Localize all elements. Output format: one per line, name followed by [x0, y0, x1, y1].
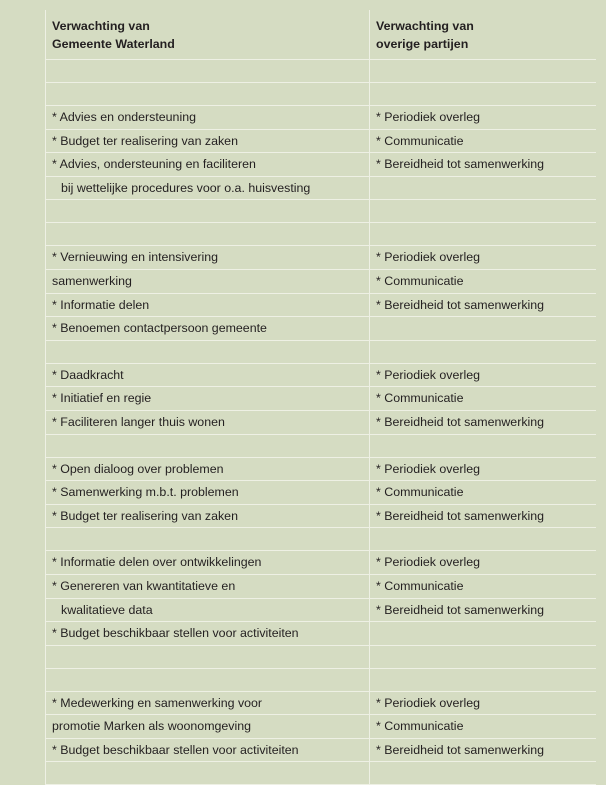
spacer-row	[46, 528, 596, 551]
cell-partijen	[370, 435, 596, 457]
cell-partijen: * Communicatie	[376, 273, 464, 288]
cell-gemeente: kwalitatieve data	[46, 599, 370, 622]
cell-partijen: * Periodiek overleg	[376, 367, 481, 382]
cell-gemeente	[46, 669, 370, 691]
header-partijen-line2: overige partijen	[376, 36, 469, 51]
table-row	[46, 458, 596, 482]
expectations-table	[45, 10, 596, 785]
table-row	[46, 387, 596, 411]
spacer-row	[46, 83, 596, 106]
cell-partijen: * Communicatie	[376, 391, 464, 406]
cell-partijen: * Communicatie	[376, 133, 464, 148]
cell-gemeente: * Advies en ondersteuning	[46, 106, 370, 129]
cell-gemeente	[46, 646, 370, 668]
cell-gemeente: * Medewerking en samenwerking voor	[46, 692, 370, 715]
cell-partijen: * Periodiek overleg	[376, 250, 481, 265]
cell-gemeente: * Open dialoog over problemen	[46, 458, 370, 481]
cell-partijen	[370, 762, 596, 784]
cell-gemeente	[46, 200, 370, 222]
cell-partijen: * Periodiek overleg	[376, 695, 481, 710]
cell-partijen: * Bereidheid tot samenwerking	[376, 414, 545, 429]
cell-partijen	[370, 646, 596, 668]
cell-gemeente: * Budget ter realisering van zaken	[46, 130, 370, 153]
table-header	[46, 10, 596, 60]
cell-partijen: * Communicatie	[376, 578, 464, 593]
spacer-row	[46, 669, 596, 692]
cell-gemeente: * Daadkracht	[46, 364, 370, 387]
cell-gemeente	[46, 60, 370, 82]
cell-partijen: * Communicatie	[376, 485, 464, 500]
cell-gemeente: samenwerking	[46, 270, 370, 293]
spacer-row	[46, 435, 596, 458]
table-row	[46, 317, 596, 341]
table-row	[46, 692, 596, 716]
table-row	[46, 411, 596, 435]
cell-gemeente: * Budget ter realisering van zaken	[46, 505, 370, 528]
cell-gemeente: * Vernieuwing en intensivering	[46, 246, 370, 269]
table-row	[46, 106, 596, 130]
header-partijen	[370, 10, 596, 59]
table-body	[46, 60, 596, 785]
cell-partijen: * Communicatie	[376, 719, 464, 734]
cell-gemeente: * Advies, ondersteuning en faciliteren	[46, 153, 370, 176]
cell-gemeente: * Budget beschikbaar stellen voor activiteiten	[46, 739, 370, 762]
cell-gemeente	[46, 762, 370, 784]
cell-gemeente: * Informatie delen	[46, 294, 370, 317]
table-row	[46, 715, 596, 739]
spacer-row	[46, 341, 596, 364]
cell-gemeente: * Faciliteren langer thuis wonen	[46, 411, 370, 434]
spacer-row	[46, 200, 596, 223]
cell-gemeente	[46, 341, 370, 363]
table-row	[46, 153, 596, 177]
header-gemeente-line1: Verwachting van	[52, 19, 150, 33]
cell-partijen	[370, 317, 596, 340]
cell-gemeente: * Genereren van kwantitatieve en	[46, 575, 370, 598]
table-row	[46, 481, 596, 505]
cell-gemeente: * Initiatief en regie	[46, 387, 370, 410]
cell-gemeente	[46, 83, 370, 105]
table-row	[46, 599, 596, 623]
table-row	[46, 364, 596, 388]
cell-partijen	[370, 83, 596, 105]
cell-gemeente: * Informatie delen over ontwikkelingen	[46, 551, 370, 574]
cell-partijen: * Bereidheid tot samenwerking	[376, 602, 545, 617]
cell-gemeente: * Benoemen contactpersoon gemeente	[46, 317, 370, 340]
cell-partijen	[370, 223, 596, 245]
cell-partijen: * Periodiek overleg	[376, 461, 481, 476]
spacer-row	[46, 60, 596, 83]
cell-partijen	[370, 60, 596, 82]
cell-partijen	[370, 200, 596, 222]
cell-gemeente: bij wettelijke procedures voor o.a. huisvesting	[46, 177, 370, 200]
cell-partijen: * Periodiek overleg	[376, 110, 481, 124]
spacer-row	[46, 223, 596, 246]
table-row	[46, 130, 596, 154]
table-row	[46, 270, 596, 294]
header-gemeente-line2: Gemeente Waterland	[52, 36, 175, 51]
table-row	[46, 177, 596, 201]
spacer-row	[46, 646, 596, 669]
cell-partijen: * Bereidheid tot samenwerking	[376, 297, 545, 312]
header-gemeente	[46, 10, 370, 59]
cell-partijen	[370, 622, 596, 645]
table-row	[46, 551, 596, 575]
cell-gemeente	[46, 435, 370, 457]
cell-partijen	[370, 341, 596, 363]
table-row	[46, 294, 596, 318]
table-row	[46, 739, 596, 763]
cell-gemeente: * Budget beschikbaar stellen voor activiteiten	[46, 622, 370, 645]
cell-gemeente: * Samenwerking m.b.t. problemen	[46, 481, 370, 504]
spacer-row	[46, 762, 596, 785]
cell-gemeente	[46, 223, 370, 245]
cell-partijen: * Periodiek overleg	[376, 555, 481, 570]
cell-gemeente: promotie Marken als woonomgeving	[46, 715, 370, 738]
table-row	[46, 505, 596, 529]
cell-partijen	[370, 177, 596, 200]
table-row	[46, 622, 596, 646]
cell-partijen: * Bereidheid tot samenwerking	[376, 508, 545, 523]
table-row	[46, 246, 596, 270]
header-partijen-line1: Verwachting van	[376, 19, 474, 33]
cell-gemeente	[46, 528, 370, 550]
table-row	[46, 575, 596, 599]
cell-partijen: * Bereidheid tot samenwerking	[376, 742, 545, 757]
cell-partijen	[370, 669, 596, 691]
cell-partijen	[370, 528, 596, 550]
cell-partijen: * Bereidheid tot samenwerking	[376, 157, 545, 172]
